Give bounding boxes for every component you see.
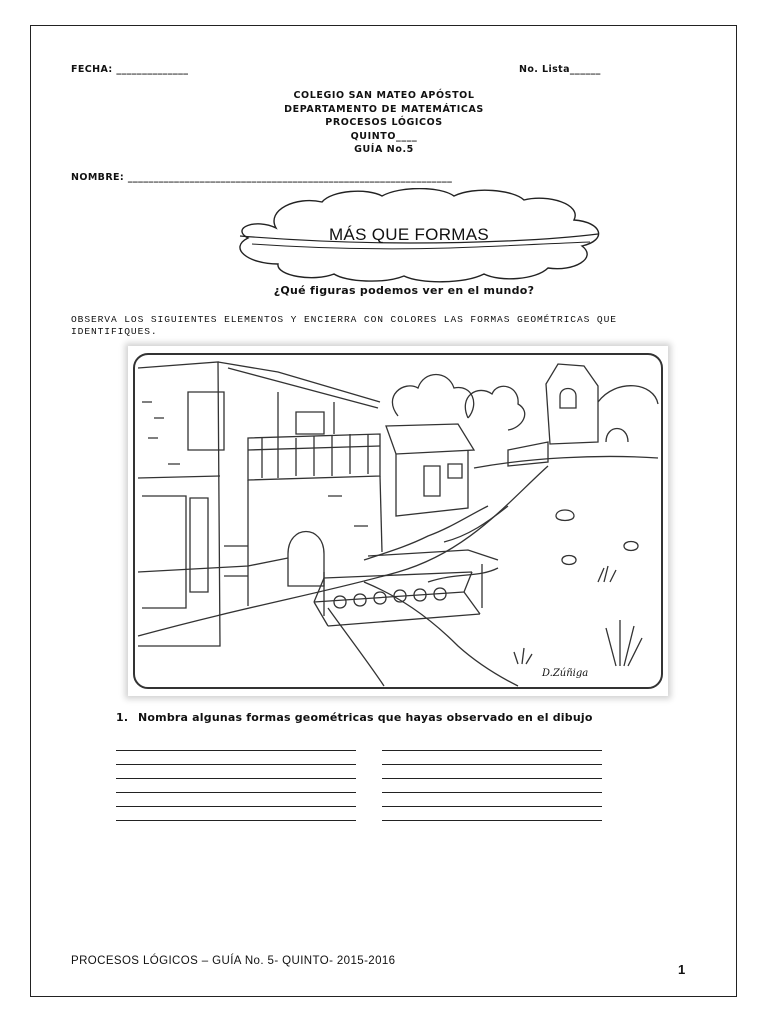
answer-line[interactable] [382,750,602,751]
school-header [0,89,768,157]
answer-line[interactable] [116,806,356,807]
guiding-question: ¿Qué figuras podemos ver en el mundo? [273,284,535,297]
nombre-field: NOMBRE: _______________________________________________________________ [71,172,453,183]
guide-number: GUÍA No.5 [354,144,414,155]
answer-line[interactable] [116,820,356,821]
page-footer: PROCESOS LÓGICOS – GUÍA No. 5- QUINTO- 2015-2016 [71,955,396,967]
exercise-number: 1. [116,711,129,724]
department-name: DEPARTAMENTO DE MATEMÁTICAS [284,103,484,115]
lista-field: No. Lista______ [519,64,601,75]
answer-line[interactable] [382,792,602,793]
fecha-field: FECHA: ______________ [71,64,189,75]
grade-field: QUINTO____ [350,130,418,142]
answer-line[interactable] [116,778,356,779]
school-name: COLEGIO SAN MATEO APÓSTOL [293,90,475,101]
illustration-signature: D.Zúñiga [542,668,589,679]
village-drawing [128,346,668,696]
answer-line[interactable] [116,764,356,765]
answer-line[interactable] [116,750,356,751]
subject-name: PROCESOS LÓGICOS [325,117,443,128]
answer-line[interactable] [116,792,356,793]
answer-line[interactable] [382,778,602,779]
answer-line[interactable] [382,806,602,807]
answer-line[interactable] [382,764,602,765]
worksheet-title: MÁS QUE FORMAS [328,225,490,244]
page-number: 1 [678,962,686,977]
village-illustration [128,346,668,696]
answer-line[interactable] [382,820,602,821]
instruction-text: OBSERVA LOS SIGUIENTES ELEMENTOS Y ENCIERRA CON COLORES LAS FORMAS GEOMÉTRICAS QUE IDENTIFIQUES. [71,314,617,337]
exercise-text: Nombra algunas formas geométricas que hayas observado en el dibujo [138,711,593,724]
